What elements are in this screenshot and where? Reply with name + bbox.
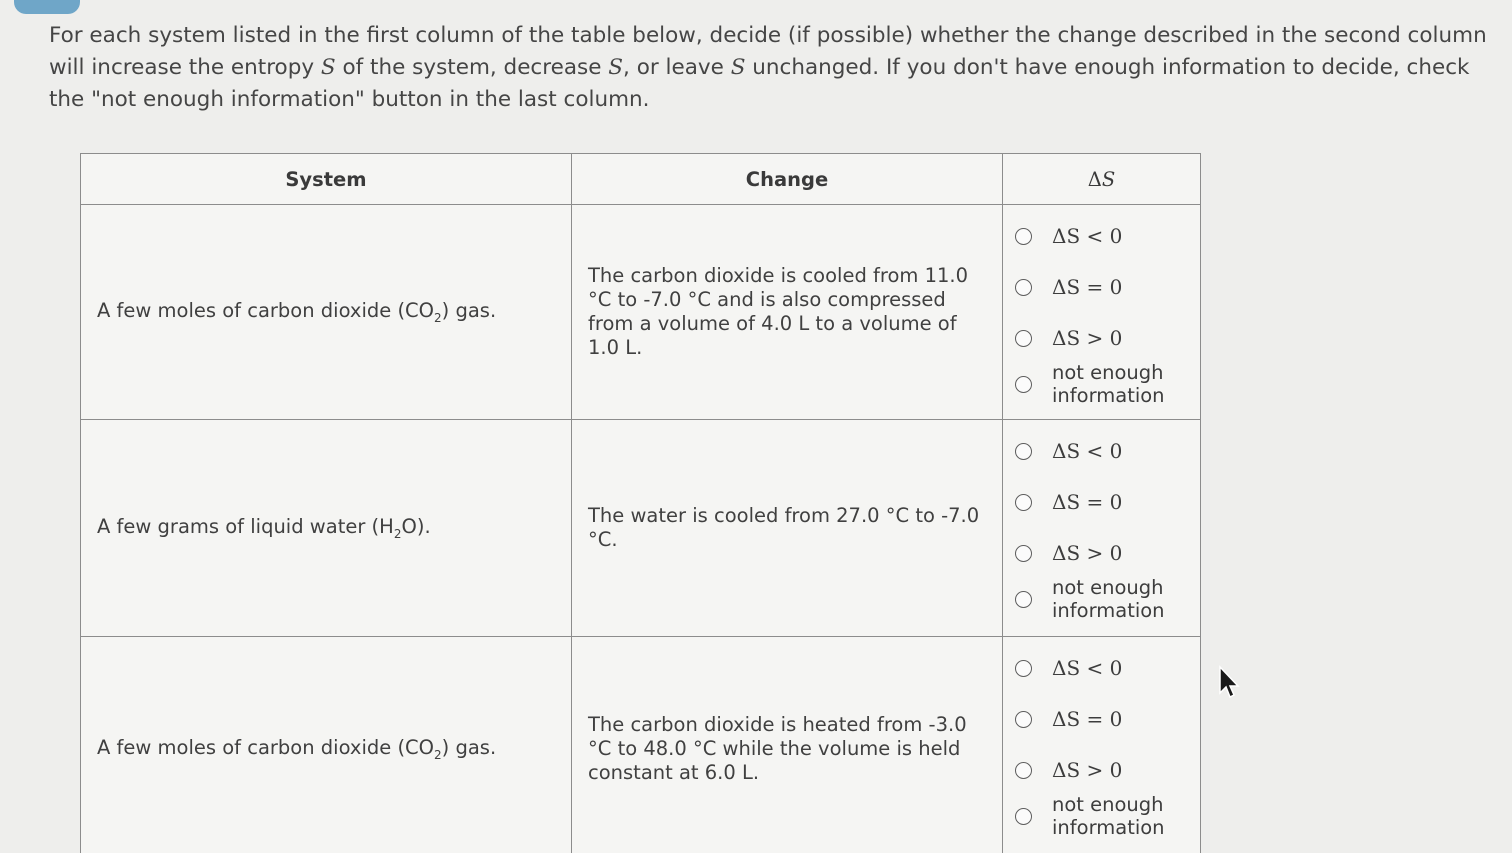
radio-button[interactable] (1015, 762, 1032, 779)
delta-s-options-cell (1003, 205, 1201, 420)
radio-button[interactable] (1015, 376, 1032, 393)
radio-option[interactable] (1015, 487, 1122, 517)
instructions-part: of the system, decrease (335, 55, 609, 80)
radio-button[interactable] (1015, 545, 1032, 562)
radio-option-label: ΔS = 0 (1052, 490, 1123, 514)
change-text: The carbon dioxide is heated from -3.0 °C to 48.0 °C while the volume is held constant at 6.0 L. (588, 713, 967, 784)
entropy-variable: S (608, 55, 624, 80)
radio-option[interactable] (1015, 704, 1122, 734)
entropy-table (80, 153, 1201, 853)
radio-option[interactable] (1015, 755, 1122, 785)
header-system: System (81, 154, 572, 205)
radio-option[interactable] (1015, 576, 1182, 622)
radio-option-label: not enough information (1052, 793, 1165, 839)
system-text: ) gas. (441, 736, 497, 760)
delta-s-options-cell (1003, 637, 1201, 853)
radio-option-label: ΔS > 0 (1052, 326, 1123, 350)
radio-button[interactable] (1015, 711, 1032, 728)
radio-button[interactable] (1015, 660, 1032, 677)
delta-symbol: Δ (1087, 167, 1102, 191)
radio-group (1003, 420, 1200, 636)
radio-button[interactable] (1015, 808, 1032, 825)
system-cell (81, 420, 572, 637)
delta-s-options-cell (1003, 420, 1201, 637)
table-row (81, 637, 1201, 853)
radio-option-label: ΔS < 0 (1052, 656, 1123, 680)
system-cell (81, 205, 572, 420)
instructions-part: For each system listed in the first column of the table below, decide (if possible) whether the change described in the second column will increase the entropy (49, 23, 1487, 80)
system-cell (81, 637, 572, 853)
top-tab[interactable] (14, 0, 80, 14)
instructions-part: , or leave (623, 55, 731, 80)
mouse-pointer-icon (1218, 665, 1242, 701)
radio-option[interactable] (1015, 653, 1122, 683)
table-row (81, 205, 1201, 420)
radio-button[interactable] (1015, 228, 1032, 245)
change-cell (572, 205, 1003, 420)
radio-option[interactable] (1015, 538, 1122, 568)
radio-button[interactable] (1015, 494, 1032, 511)
entropy-variable: S (730, 55, 746, 80)
radio-option[interactable] (1015, 221, 1122, 251)
radio-option-label: ΔS < 0 (1052, 439, 1123, 463)
radio-button[interactable] (1015, 591, 1032, 608)
delta-variable: S (1101, 167, 1116, 191)
table-header-row (81, 154, 1201, 205)
instructions-text (49, 20, 1489, 116)
radio-option-label: ΔS = 0 (1052, 275, 1123, 299)
radio-option[interactable] (1015, 323, 1122, 353)
header-change: Change (572, 154, 1003, 205)
change-text: The carbon dioxide is cooled from 11.0 °C to -7.0 °C and is also compressed from a volume of 4.0 L to a volume of 1.0 L. (588, 264, 969, 359)
radio-option-label: not enough information (1052, 576, 1165, 622)
subscript: 2 (434, 747, 442, 762)
header-delta-s (1003, 154, 1201, 205)
system-text: A few grams of liquid water (H (97, 515, 394, 539)
change-cell (572, 420, 1003, 637)
table-row (81, 420, 1201, 637)
change-text: The water is cooled from 27.0 °C to -7.0 °C. (588, 504, 980, 551)
change-cell (572, 637, 1003, 853)
radio-option[interactable] (1015, 793, 1182, 839)
entropy-variable: S (320, 55, 336, 80)
radio-option-label: ΔS < 0 (1052, 224, 1123, 248)
radio-button[interactable] (1015, 279, 1032, 296)
radio-option[interactable] (1015, 436, 1122, 466)
radio-option-label: ΔS = 0 (1052, 707, 1123, 731)
radio-option[interactable] (1015, 361, 1182, 407)
subscript: 2 (393, 526, 402, 541)
radio-option-label: not enough information (1052, 361, 1165, 407)
system-text: ) gas. (441, 299, 497, 323)
radio-option[interactable] (1015, 272, 1122, 302)
system-text: O). (401, 515, 431, 539)
radio-option-label: ΔS > 0 (1052, 541, 1123, 565)
radio-group (1003, 637, 1200, 853)
subscript: 2 (434, 310, 442, 325)
radio-group (1003, 205, 1200, 419)
radio-button[interactable] (1015, 330, 1032, 347)
radio-button[interactable] (1015, 443, 1032, 460)
instructions-part: unchanged. If you don't have enough information to decide, check the "not enough information" button in the last column. (49, 55, 1470, 112)
system-text: A few moles of carbon dioxide (CO (97, 736, 435, 760)
radio-option-label: ΔS > 0 (1052, 758, 1123, 782)
system-text: A few moles of carbon dioxide (CO (97, 299, 435, 323)
